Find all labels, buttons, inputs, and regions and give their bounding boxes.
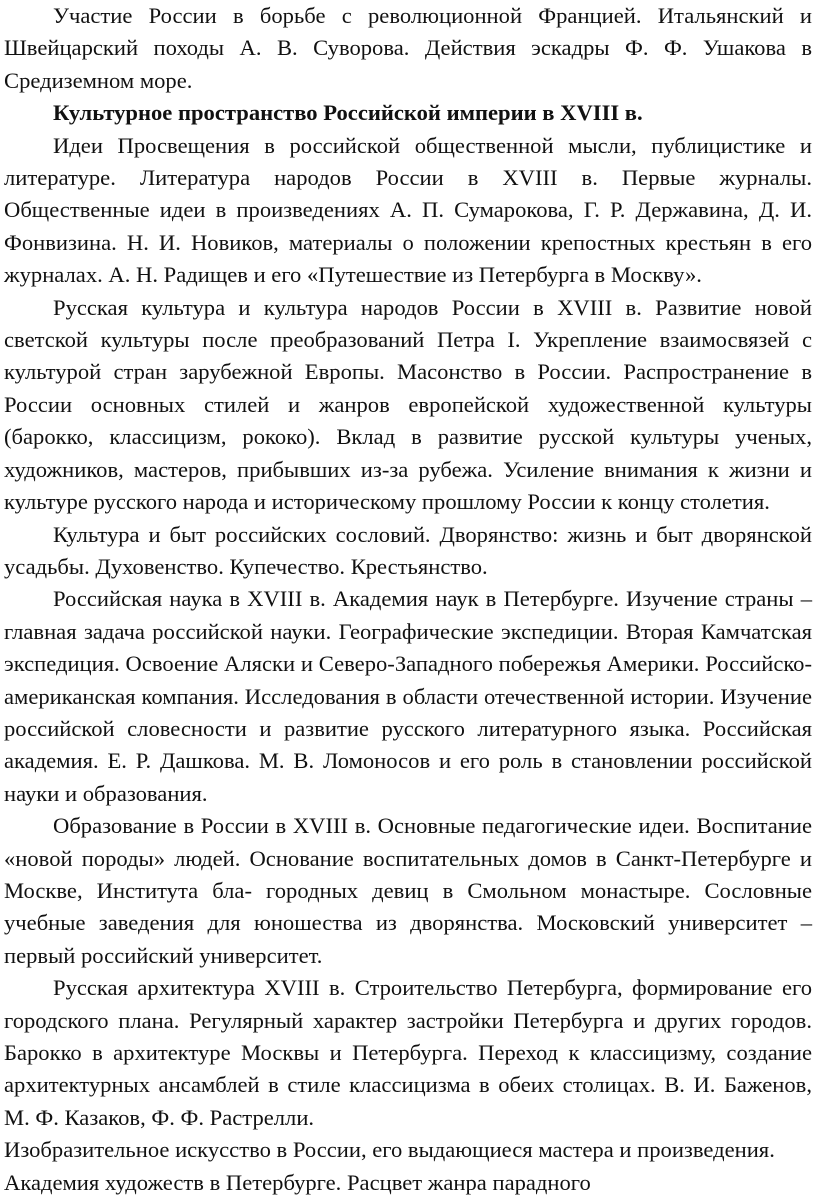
section-heading: Культурное пространство Российской империи в XVIII в. xyxy=(53,100,643,126)
paragraph-education: Образование в России в XVIII в. Основные педагогические идеи. Воспитание «новой породы» людей. Основание воспитательных домов в Санкт-Петербурге и Москве, Института бла- городных девиц в Смольном монастыре. Сословные учебные заведения для юношества из дворянства. Московский университет – первый российский университет. xyxy=(4,813,812,968)
paragraph-estates-life: Культура и быт российских сословий. Дворянство: жизнь и быт дворянской усадьбы. Духовенство. Купечество. Крестьянство. xyxy=(4,521,812,579)
paragraph-science: Российская наука в XVIII в. Академия наук в Петербурге. Изучение страны – главная задача российской науки. Географические экспедиции. Вторая Камчатская экспедиция. Освоение Аляски и Северо-Западного побережья Америки. Российско-американская компания. Исследования в области отечественной истории. Изучение российской словесности и развитие русского литературного языка. Российская академия. Е. Р. Дашкова. М. В. Ломоносов и его роль в становлении российской науки и образования. xyxy=(4,586,812,806)
paragraph-enlightenment: Идеи Просвещения в российской общественной мысли, публицистике и литературе. Литература народов России в XVIII в. Первые журналы. Общественные идеи в произведениях А. П. Сумарокова, Г. Р. Державина, Д. И. Фонвизина. Н. И. Новиков, материалы о положении крепостных крестьян в его журналах. А. Н. Радищев и его «Путешествие из Петербурга в Москву». xyxy=(4,132,812,288)
paragraph-russian-culture: Русская культура и культура народов России в XVIII в. Развитие новой светской культуры после преобразований Петра I. Укрепление взаимосвязей с культурой стран зарубежной Европы. Масонство в России. Распространение в России основных стилей и жанров европейской художественной культуры (барокко, классицизм, рококо). Вклад в развитие русской культуры ученых, художников, мастеров, прибывших из-за рубежа. Усиление внимания к жизни и культуре русского народа и историческому прошлому России к концу столетия. xyxy=(4,294,812,515)
paragraph-architecture: Русская архитектура XVIII в. Строительство Петербурга, формирование его городского плана. Регулярный характер застройки Петербурга и других городов. Барокко в архитектуре Москвы и Петербурга. Переход к классицизму, создание архитектурных ансамблей в стиле классицизма в обеих столицах. В. И. Баженов, М. Ф. Казаков, Ф. Ф. Растрелли. xyxy=(4,975,812,1130)
closing-paragraph: Изобразительное искусство в России, его выдающиеся мастера и произведения. Академия художеств в Петербурге. Расцвет жанра парадного xyxy=(4,1137,775,1195)
intro-paragraph: Участие России в борьбе с революционной Францией. Итальянский и Швейцарский походы А. В. Суворова. Действия эскадры Ф. Ф. Ушакова в Средиземном море. xyxy=(4,3,812,93)
